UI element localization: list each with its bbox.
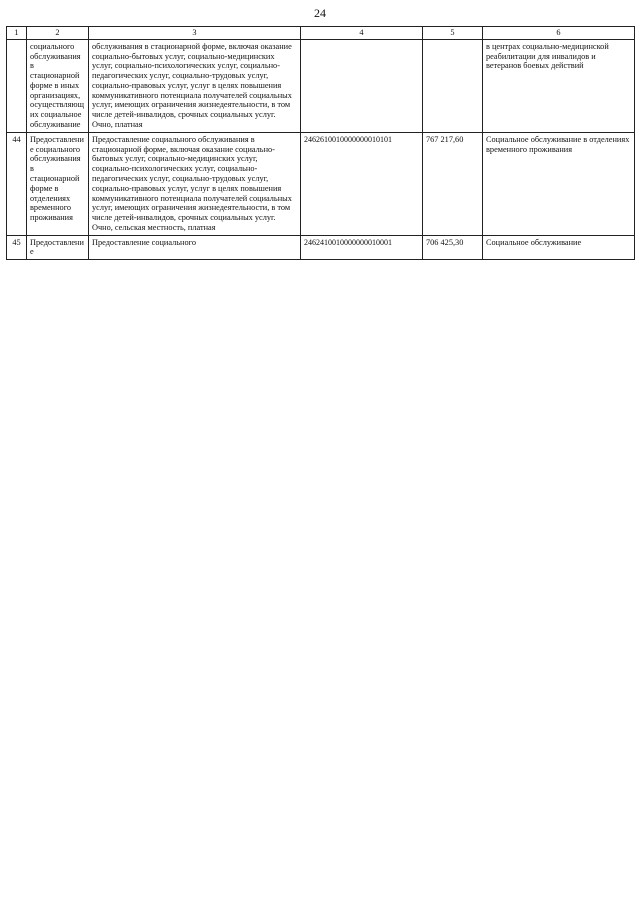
amount: 706 425,30 [423,235,483,260]
service-name: социального обслуживания в стационарной форме в иных организациях, осуществляющих социальное обслуживание [27,39,89,132]
column-header-5: 5 [423,27,483,40]
service-note: Социальное обслуживание [483,235,635,260]
service-description: Предоставление социального [89,235,301,260]
column-header-2: 2 [27,27,89,40]
service-note: Социальное обслуживание в отделениях временного проживания [483,132,635,235]
column-header-1: 1 [7,27,27,40]
services-table [6,26,635,260]
service-name: Предоставление социального обслуживания в стационарной форме в отделениях временного проживания [27,132,89,235]
table-row [7,235,635,260]
service-description: Предоставление социального обслуживания в стационарной форме, включая оказание социально-бытовых услуг, социально-медицинских услуг, социально-психологических услуг, социально-педагогических услуг, социально-трудовых услуг, социально-правовых услуг, услуг в целях повышения коммуникативного потенциала получателей социальных услуг, имеющих ограничения жизнедеятельности, в том числе детей-инвалидов, срочных социальных услуг. Очно, сельская местность, платная [89,132,301,235]
row-number: 45 [7,235,27,260]
page-number: 24 [314,6,326,20]
amount: 767 217,60 [423,132,483,235]
amount [423,39,483,132]
table-row [7,39,635,132]
row-number [7,39,27,132]
service-description: обслуживания в стационарной форме, включая оказание социально-бытовых услуг, социально-медицинских услуг, социально-психологических услуг, социально-педагогических услуг, социально-трудовых услуг, социально-правовых услуг, услуг в целях повышения коммуникативного потенциала получателей социальных услуг, имеющих ограничения жизнедеятельности, в том числе детей-инвалидов, срочных социальных услуг. Очно, платная [89,39,301,132]
column-header-3: 3 [89,27,301,40]
header-row [7,27,635,40]
registry-code: 2462610010000000010101 [301,132,423,235]
registry-code: 2462410010000000010001 [301,235,423,260]
service-note: в центрах социально-медицинской реабилитации для инвалидов и ветеранов боевых действий [483,39,635,132]
registry-code [301,39,423,132]
column-header-4: 4 [301,27,423,40]
table-row [7,132,635,235]
service-name: Предоставление [27,235,89,260]
row-number: 44 [7,132,27,235]
column-header-6: 6 [483,27,635,40]
